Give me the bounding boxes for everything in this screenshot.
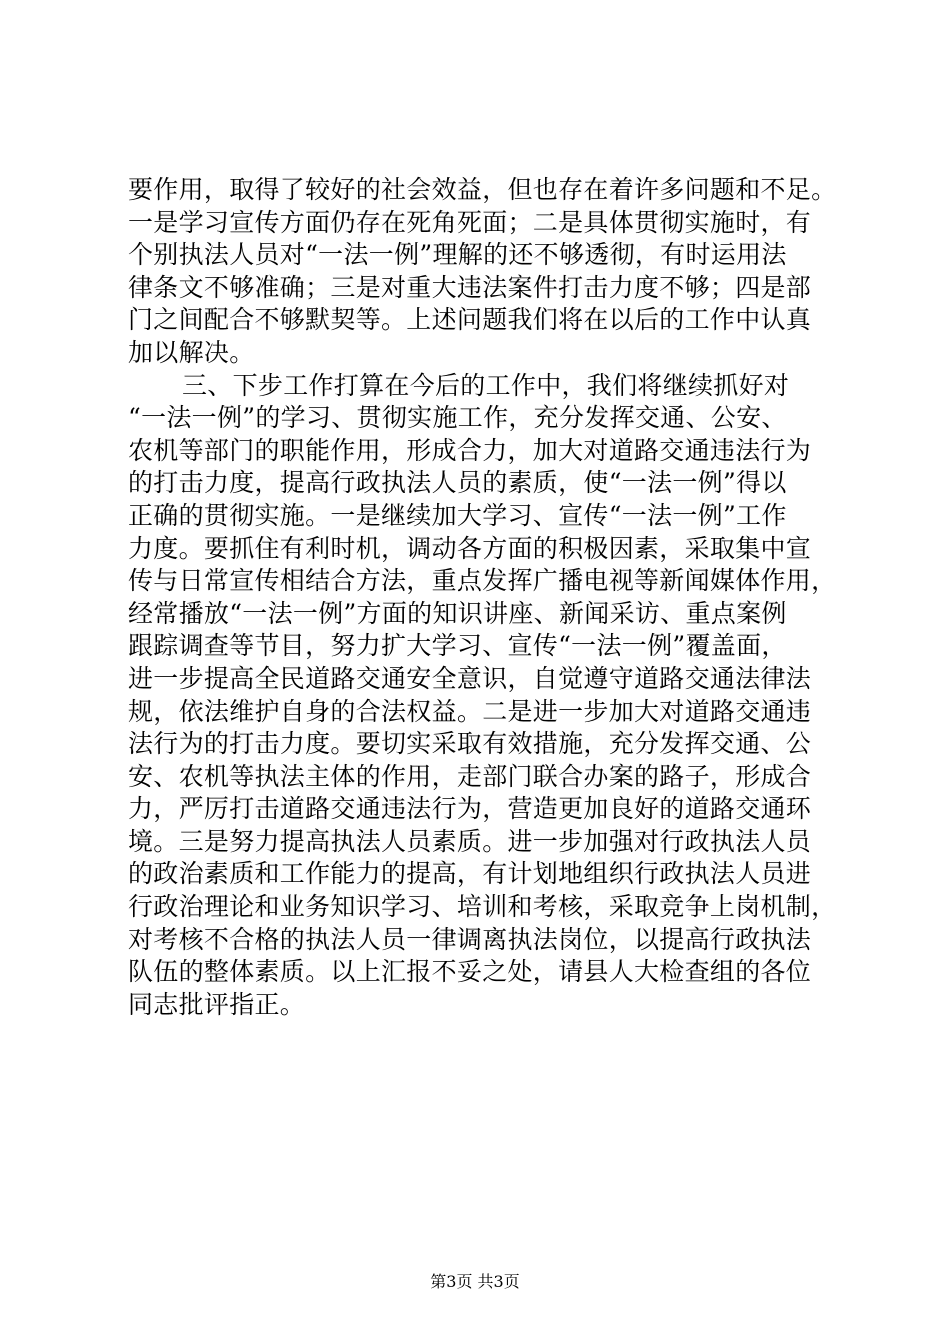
text-line: 跟踪调查等节目，努力扩大学习、宣传“一法一例”覆盖面， <box>128 631 787 661</box>
text-line: 传与日常宣传相结合方法，重点发挥广播电视等新闻媒体作用， <box>128 566 837 596</box>
text-line: 个别执法人员对“一法一例”理解的还不够透彻，有时运用法 <box>128 240 787 270</box>
text-line: 加以解决。 <box>128 337 255 367</box>
text-line: 律条文不够准确；三是对重大违法案件打击力度不够；四是部 <box>128 272 812 302</box>
text-line: 境。三是努力提高执法人员素质。进一步加强对行政执法人员 <box>128 826 812 856</box>
text-line: 同志批评指正。 <box>128 989 306 1019</box>
text-line: 安、农机等执法主体的作用，走部门联合办案的路子，形成合 <box>128 761 812 791</box>
text-line: 农机等部门的职能作用，形成合力，加大对道路交通违法行为 <box>128 435 812 465</box>
text-line: 行政治理论和业务知识学习、培训和考核，采取竞争上岗机制， <box>128 892 837 922</box>
text-line: 要作用，取得了较好的社会效益，但也存在着许多问题和不足。 <box>128 175 837 204</box>
text-line: 力，严厉打击道路交通违法行为，营造更加良好的道路交通环 <box>128 794 812 824</box>
text-line: 的政治素质和工作能力的提高，有计划地组织行政执法人员进 <box>128 859 812 889</box>
body-text <box>128 174 836 1021</box>
text-line: 的打击力度，提高行政执法人员的素质，使“一法一例”得以 <box>128 468 787 498</box>
text-line: 队伍的整体素质。以上汇报不妥之处，请县人大检查组的各位 <box>128 957 812 987</box>
page-footer <box>0 1272 950 1292</box>
section-heading-line: 三、下步工作打算在今后的工作中，我们将继续抓好对 <box>182 370 790 400</box>
page-number-label: 第3页 共3页 <box>430 1272 520 1291</box>
text-line: 正确的贯彻实施。一是继续加大学习、宣传“一法一例”工作 <box>128 500 787 530</box>
text-line: 对考核不合格的执法人员一律调离执法岗位，以提高行政执法 <box>128 924 812 954</box>
text-line: 法行为的打击力度。要切实采取有效措施，充分发挥交通、公 <box>128 729 812 759</box>
text-line: 一是学习宣传方面仍存在死角死面；二是具体贯彻实施时，有 <box>128 207 812 237</box>
text-line: 门之间配合不够默契等。上述问题我们将在以后的工作中认真 <box>128 305 812 335</box>
text-line: 力度。要抓住有利时机，调动各方面的积极因素，采取集中宣 <box>128 533 812 563</box>
text-line: 经常播放“一法一例”方面的知识讲座、新闻采访、重点案例 <box>128 598 787 628</box>
text-line: 进一步提高全民道路交通安全意识，自觉遵守道路交通法律法 <box>128 663 812 693</box>
text-line: “一法一例”的学习、贯彻实施工作，充分发挥交通、公安、 <box>128 403 787 433</box>
text-line: 规，依法维护自身的合法权益。二是进一步加大对道路交通违 <box>128 696 812 726</box>
